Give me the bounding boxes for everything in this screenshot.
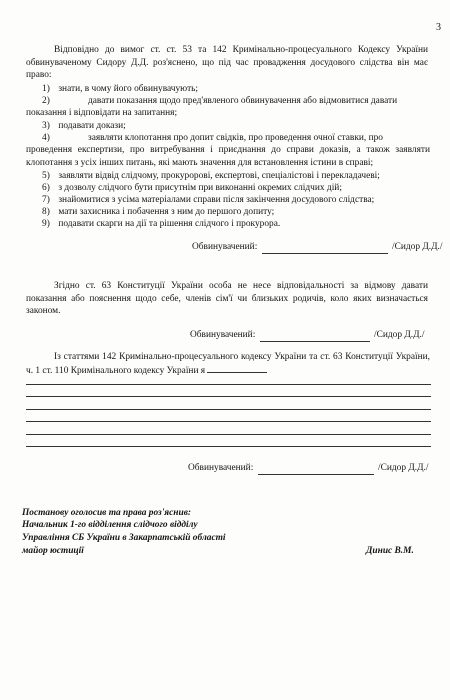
signature-name: /Сидор Д.Д./ — [392, 242, 443, 252]
signature-block-3 — [188, 462, 428, 475]
right-item-4-first-line: заявляти клопотання про допит свідків, про проведення очної ставки, про — [88, 133, 383, 143]
constitution-paragraph: Згідно ст. 63 Конституції України особа не несе відповідальності за відмову давати показання або пояснення щодо себе, членів сім'ї чи близьких родичів, коло яких визначається законом. — [26, 281, 428, 317]
right-item-4-continuation: проведення експертизи, про витребування і приєднання до справи доказів, а також заявляти клопотання з усіх інших питань, які мають значення для встановлення істини в справі; — [26, 145, 430, 168]
footer-line-2: Начальник 1-го відділення слідчого відділу — [22, 520, 198, 530]
blank-line-2 — [26, 396, 431, 397]
right-item-9: 9) подавати скарги на дії та рішення слідчого і прокурора. — [42, 219, 281, 229]
footer-signer: Динис В.М. — [366, 546, 414, 556]
right-item-5: 5) заявляти відвід слідчому, прокуророві, експертові, спеціалістові і перекладачеві; — [42, 171, 380, 181]
acknowledgement-paragraph — [26, 351, 430, 377]
right-item-7: 7) знайомитися з усіма матеріалами справи після закінчення досудового слідства; — [42, 195, 375, 205]
signature-block-1 — [192, 241, 442, 254]
blank-line-6 — [26, 446, 431, 447]
blank-line-3 — [26, 409, 431, 410]
right-item-2-first-line: давати показання щодо пред'явленого обвинувачення або відмовитися давати — [88, 96, 398, 106]
signature-line — [258, 465, 374, 475]
signature-line — [260, 332, 370, 342]
page-number: 3 — [436, 22, 441, 33]
blank-line-5 — [26, 434, 431, 435]
signature-label: Обвинувачений: — [190, 330, 256, 340]
footer-line-1: Постанову оголосив та права роз'яснив: — [22, 508, 192, 518]
right-item-6: 6) з дозволу слідчого бути присутнім при виконанні окремих слідчих дій; — [42, 183, 342, 193]
right-item-2: 2) давати показання щодо пред'явленого обвинувачення або відмовитися давати — [42, 96, 398, 106]
right-item-2-continuation: показання і відповідати на запитання; — [26, 108, 178, 118]
signature-name: /Сидор Д.Д./ — [374, 330, 425, 340]
right-item-4: 4) заявляти клопотання про допит свідків, про проведення очної ставки, про — [42, 133, 383, 143]
blank-line-4 — [26, 421, 431, 422]
blank-line-1 — [26, 384, 431, 385]
signature-label: Обвинувачений: — [188, 463, 254, 473]
footer-line-4: майор юстиції — [22, 546, 84, 556]
signature-name: /Сидор Д.Д./ — [378, 463, 429, 473]
signature-block-2 — [190, 329, 424, 342]
intro-paragraph: Відповідно до вимог ст. ст. 53 та 142 Кримінально-процесуального Кодексу України обвинуваченому Сидору Д.Д. роз'яснено, що під час провадження досудового слідства він має право: — [26, 45, 428, 81]
signature-line — [262, 244, 388, 254]
right-item-3: 3) подавати докази; — [42, 121, 126, 131]
right-item-8: 8) мати захисника і побачення з ним до першого допиту; — [42, 207, 275, 217]
acknowledgement-fill-line — [207, 364, 267, 373]
signature-label: Обвинувачений: — [192, 242, 258, 252]
acknowledgement-text: Із статтями 142 Кримінально-процесуального кодексу України та ст. 63 Конституції України, ч. 1 ст. 110 Кримінального кодексу України я — [26, 352, 430, 376]
right-item-1: 1) знати, в чому його обвинувачують; — [42, 84, 199, 94]
footer-line-3: Управління СБ України в Закарпатській області — [22, 533, 226, 543]
